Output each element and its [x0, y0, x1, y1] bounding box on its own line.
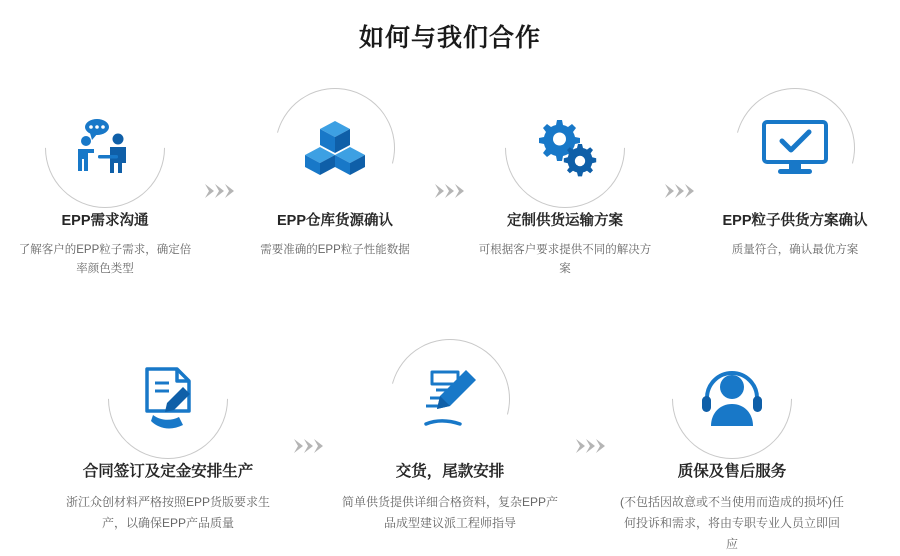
step-description: 可根据客户要求提供不同的解决方案: [478, 244, 652, 275]
step-title: EPP需求沟通: [61, 213, 149, 229]
step-title: 交货，尾款安排: [395, 463, 505, 480]
step-description: (不包括因故意或不当使用而造成的损坏)任何投诉和需求，将由专职专业人员立即回应: [620, 495, 844, 551]
step-description: 质量符合，确认最优方案: [731, 244, 859, 256]
process-step: [331, 339, 569, 534]
step-title: EPP粒子供货方案确认: [722, 213, 868, 229]
process-row-top: [0, 88, 900, 279]
step-title: 合同签订及定金安排生产: [82, 463, 254, 480]
process-row-bottom: [0, 339, 900, 555]
step-icon-circle: [672, 339, 792, 459]
process-step: [702, 88, 888, 260]
decorative-arc: [368, 317, 532, 481]
step-icon-circle: [45, 88, 165, 208]
double-chevron-right-icon: [658, 184, 702, 198]
process-step: [12, 88, 198, 279]
process-step: [49, 339, 287, 534]
double-chevron-right-icon: [287, 439, 331, 453]
decorative-arc: [647, 314, 817, 484]
step-icon-circle: [108, 339, 228, 459]
step-icon-circle: [275, 88, 395, 208]
step-title: EPP仓库货源确认: [276, 213, 393, 229]
decorative-arc: [713, 66, 877, 230]
decorative-arc: [20, 63, 190, 233]
step-icon-circle: [505, 88, 625, 208]
double-chevron-right-icon: [428, 184, 472, 198]
decorative-arc: [83, 314, 253, 484]
step-description: 了解客户的EPP粒子需求，确定倍率颜色类型: [18, 244, 192, 275]
decorative-arc: [253, 66, 417, 230]
double-chevron-right-icon: [569, 439, 613, 453]
step-description: 简单供货提供详细合格资料，复杂EPP产品成型建议派工程师指导: [341, 495, 558, 530]
process-step: [472, 88, 658, 279]
process-step: [242, 88, 428, 260]
step-title: 质保及售后服务: [677, 463, 787, 480]
process-step: [613, 339, 851, 555]
double-chevron-right-icon: [198, 184, 242, 198]
step-description: 浙江众创材料严格按照EPP货版要求生产，以确保EPP产品质量: [65, 495, 270, 530]
step-title: 定制供货运输方案: [507, 213, 623, 229]
step-icon-circle: [735, 88, 855, 208]
step-description: 需要准确的EPP粒子性能数据: [260, 244, 410, 256]
decorative-arc: [480, 63, 650, 233]
page-title: 如何与我们合作: [358, 24, 541, 52]
step-icon-circle: [390, 339, 510, 459]
